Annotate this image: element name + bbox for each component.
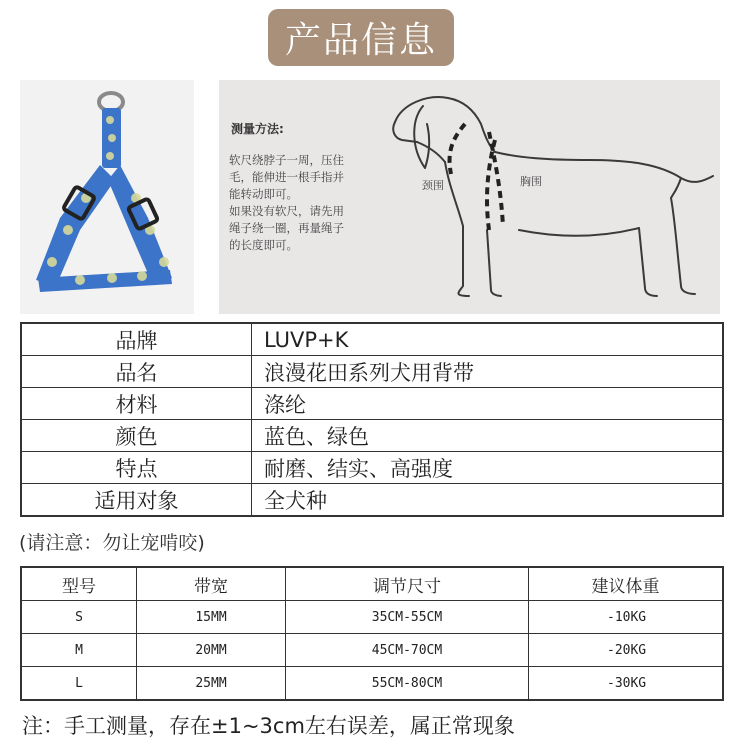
chest-label: 胸围 — [520, 175, 542, 188]
info-key: 特点 — [21, 452, 252, 484]
table-header-row — [21, 567, 723, 601]
bite-warning: (请注意：勿让宠啃咬) — [19, 532, 205, 554]
product-info-title-box — [268, 9, 454, 66]
size-cell: 20MM — [137, 634, 286, 667]
info-value: 全犬种 — [252, 484, 724, 517]
measure-line: 的长度即可。 — [229, 238, 298, 252]
measure-line: 能转动即可。 — [229, 187, 298, 201]
size-cell: 25MM — [137, 667, 286, 701]
table-row — [21, 484, 723, 517]
size-cell: -10KG — [529, 601, 724, 634]
measure-line: 毛，能伸进一根手指并 — [229, 170, 344, 184]
table-row — [21, 420, 723, 452]
info-value: 蓝色、绿色 — [252, 420, 724, 452]
table-row — [21, 323, 723, 356]
measure-heading: 测量方法: — [231, 122, 284, 136]
size-cell: M — [21, 634, 137, 667]
table-row — [21, 388, 723, 420]
measure-line: 如果没有软尺，请先用 — [229, 204, 344, 218]
table-row — [21, 356, 723, 388]
table-row — [21, 601, 723, 634]
harness-photo — [20, 80, 194, 314]
size-table — [20, 566, 724, 701]
size-cell: -20KG — [529, 634, 724, 667]
footer-note: 注：手工测量，存在±1~3cm左右误差，属正常现象 — [22, 714, 515, 738]
info-key: 品牌 — [21, 323, 252, 356]
measurement-guide — [219, 80, 720, 314]
column-header: 建议体重 — [529, 567, 724, 601]
neck-label: 颈围 — [422, 179, 444, 192]
info-value: 耐磨、结实、高强度 — [252, 452, 724, 484]
info-value: 涤纶 — [252, 388, 724, 420]
size-cell: 35CM-55CM — [286, 601, 529, 634]
size-cell: 15MM — [137, 601, 286, 634]
column-header: 型号 — [21, 567, 137, 601]
info-key: 材料 — [21, 388, 252, 420]
info-value: LUVP+K — [252, 323, 724, 356]
harness-illustration — [20, 80, 194, 314]
info-value: 浪漫花田系列犬用背带 — [252, 356, 724, 388]
info-key: 颜色 — [21, 420, 252, 452]
dog-outline-icon — [219, 80, 720, 314]
measure-line: 绳子绕一圈，再量绳子 — [229, 221, 344, 235]
size-cell: -30KG — [529, 667, 724, 701]
column-header: 带宽 — [137, 567, 286, 601]
table-row — [21, 634, 723, 667]
size-cell: L — [21, 667, 137, 701]
table-row — [21, 452, 723, 484]
column-header: 调节尺寸 — [286, 567, 529, 601]
measure-line: 软尺绕脖子一周，压住 — [229, 153, 344, 167]
info-key: 品名 — [21, 356, 252, 388]
info-key: 适用对象 — [21, 484, 252, 517]
size-cell: 55CM-80CM — [286, 667, 529, 701]
size-cell: 45CM-70CM — [286, 634, 529, 667]
page-title: 产品信息 — [284, 20, 437, 61]
table-row — [21, 667, 723, 701]
size-cell: S — [21, 601, 137, 634]
product-info-table — [20, 322, 724, 517]
